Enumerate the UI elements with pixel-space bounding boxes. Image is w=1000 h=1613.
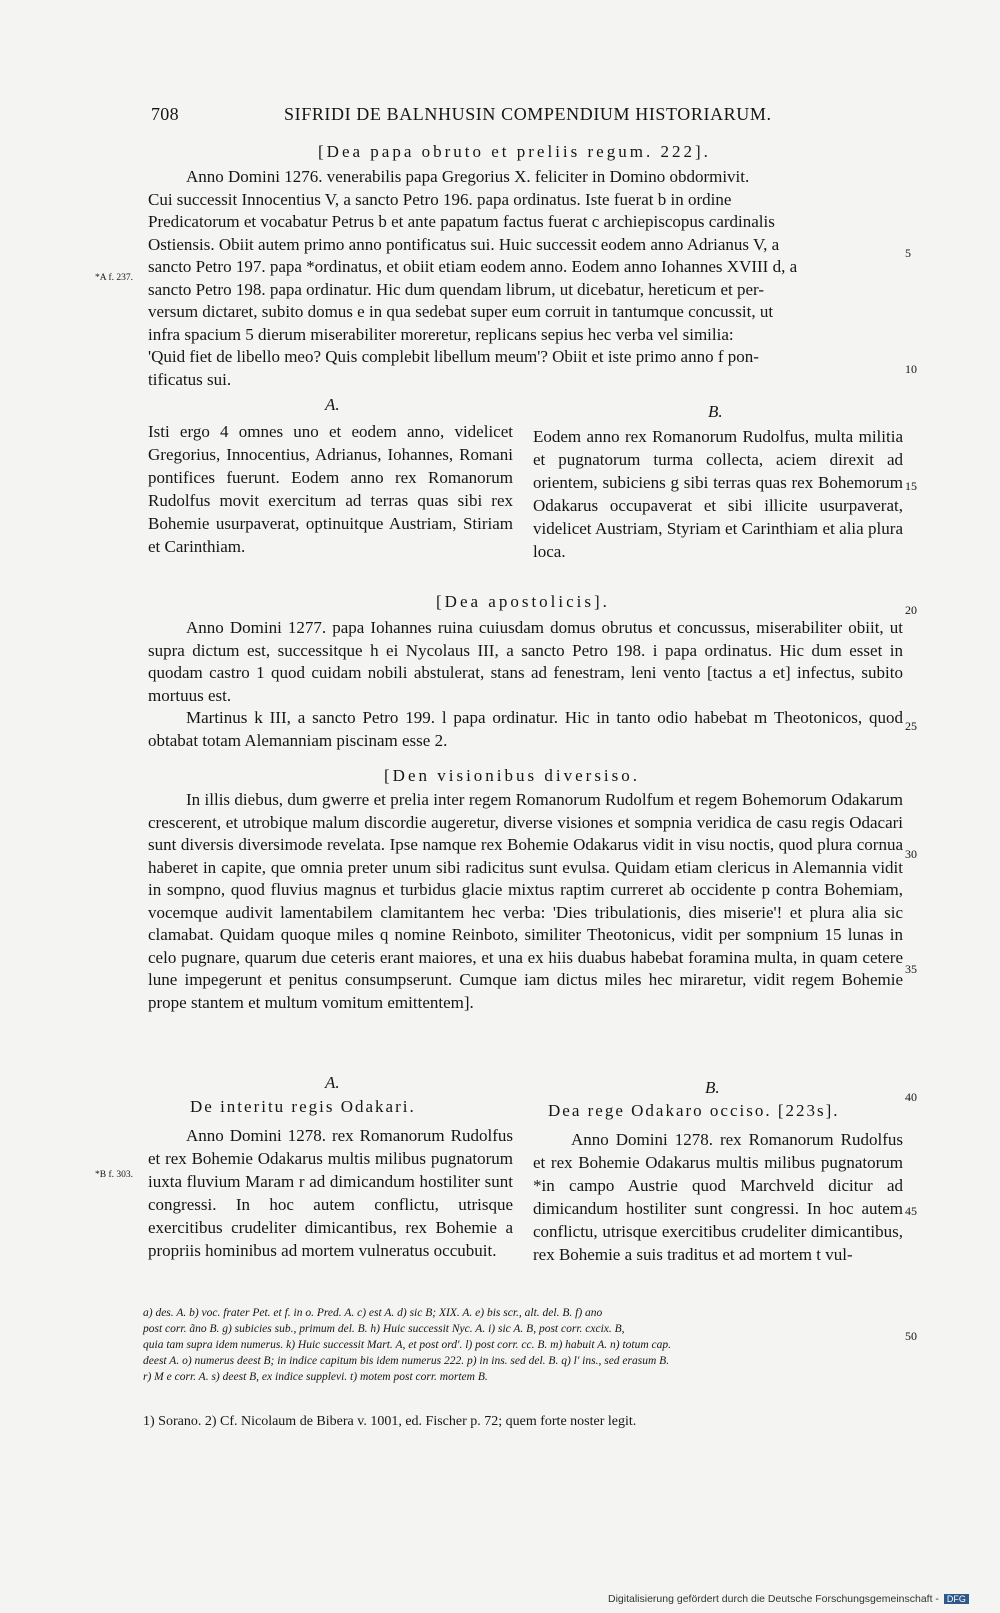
column-a-label: A. [325,395,340,414]
line-number: 30 [905,847,917,861]
margin-note: *A f. 237. [95,273,133,283]
text-line: sancto Petro 198. papa ordinatur. Hic dum quendam librum, ut dicebatur, hereticum et per- [148,279,764,299]
running-title: SIFRIDI DE BALNHUSIN COMPENDIUM HISTORIARUM. [284,104,772,124]
page-number: 708 [151,104,179,124]
line-number: 50 [905,1329,917,1343]
section-3-text [148,789,903,1014]
line-number: 25 [905,719,917,733]
text-line: sancto Petro 197. papa *ordinatus, et obiit etiam eodem anno. Eodem anno Iohannes XVIII d, a [148,257,798,276]
column-a2-heading: De interitu regis Odakari. [190,1097,416,1116]
apparatus-line: post corr. ãno B. g) subicies sub., primum del. B. h) Huic successit Nyc. A. i) sic A. B, post corr. cxcix. B, [143,1323,625,1335]
column-b-text: Eodem anno rex Romanorum Rudolfus, multa militia et pugnatorum turma collecta, aciem direxit ad orientem, subiciens g sibi terras quas rex Bohemorum Odakarus occupaverat et sibi illicite usurpaverat, videlicet Austriam, Styriam et Carinthiam et alia plura loca. [533,427,903,561]
section-heading-3: [Den visionibus diversiso. [384,766,641,785]
column-a2-text: Anno Domini 1278. rex Romanorum Rudolfus et rex Bohemie Odakarus multis milibus pugnatorum iuxta fluvium Maram r ad dimicandum hostiliter sunt congressi. In hoc autem conflictu, utrisque exercitibus crudeliter dimicantibus, rex Bohemie a propriis hominibus ad mortem vulneratus occubuit. [148,1126,513,1260]
paragraph: Martinus k III, a sancto Petro 199. l papa ordinatur. Hic in tanto odio habebat m Theotonicos, quod obtabat totam Alemanniam piscinam esse 2. [148,708,903,750]
line-number: 5 [905,246,911,260]
footnotes: 1) Sorano. 2) Cf. Nicolaum de Bibera v. 1001, ed. Fischer p. 72; quem forte noster legit. [143,1414,637,1429]
line-number: 40 [905,1090,917,1104]
text-line: Predicatorum et vocabatur Petrus b et ante papatum factus fuerat c archiepiscopus cardinalis [148,212,775,231]
apparatus-line: a) des. A. b) voc. frater Pet. et f. in o. Pred. A. c) est A. d) sic B; XIX. A. e) bis scr., alt. del. B. f) ano [143,1307,603,1319]
dfg-logo: DFG [944,1594,969,1604]
column-b-label: B. [708,402,723,421]
section-heading-2: [Dea apostolicis]. [436,592,610,611]
section-heading-1: [Dea papa obruto et preliis regum. 222]. [318,142,711,161]
apparatus-line: r) M e corr. A. s) deest B, ex indice supplevi. t) motem post corr. mortem B. [143,1371,488,1383]
text-line: Ostiensis. Obiit autem primo anno pontificatus sui. Huic successit eodem anno Adrianus V, a [148,234,780,254]
text-line: 'Quid fiet de libello meo? Quis complebit libellum meum'? Obiit et iste primo anno f pon- [148,347,759,366]
column-b2-label: B. [705,1078,720,1097]
apparatus-line: deest A. o) numerus deest B; in indice capitum bis idem numerus 222. p) in ins. sed del. B. q) l' ins., sed erasum B. [143,1355,670,1367]
column-a2-label: A. [325,1073,340,1092]
credit-text: Digitalisierung gefördert durch die Deutsche Forschungsgemeinschaft - [608,1593,939,1605]
column-b2-text: Anno Domini 1278. rex Romanorum Rudolfus et rex Bohemie Odakarus multis milibus pugnatorum *in campo Austrie quod Marchveld dicitur ad dimicandum hostiliter sunt congressi. In hoc autem conflictu, utrisque exercitibus crudeliter dimicantibus, rex Bohemie a suis traditus et ad mortem t vul- [533,1130,903,1264]
critical-apparatus [143,1305,903,1385]
section-1-text [148,166,903,391]
line-number: 35 [905,962,917,976]
text-line: Anno Domini 1276. venerabilis papa Gregorius X. feliciter in Domino obdormivit. [186,167,750,186]
line-number: 15 [905,479,917,493]
margin-note: *B f. 303. [95,1170,133,1180]
column-a-text: Isti ergo 4 omnes uno et eodem anno, videlicet Gregorius, Innocentius, Adrianus, Iohannes, Romani pontifices fuerunt. Eodem anno rex Romanorum Rudolfus movit exercitum ad terras quas sibi rex Bohemie usurpaverat, optinuitque Austriam, Stiriam et Carinthiam. [148,422,513,556]
section-2-text [148,617,903,752]
line-number: 10 [905,362,917,376]
paragraph: Anno Domini 1277. papa Iohannes ruina cuiusdam domus obrutus et concussus, miserabiliter obiit, ut supra dictum est, successitque h ei Nycolaus III, a sancto Petro 198. i papa ordinatus. Hic dum esset in quodam castro 1 quod cuidam nobili abstulerat, stans ad fenestram, leni vento [tactus a et] infectus, subito mortuus est. [148,618,903,705]
text-line: versum dictaret, subito domus e in qua sedebat super eum corruit in tantumque concussit, ut [148,302,774,321]
line-number: 45 [905,1204,917,1218]
digitization-credit [608,1593,969,1605]
text-line: Cui successit Innocentius V, a sancto Petro 196. papa ordinatus. Iste fuerat b in ordine [148,189,732,209]
column-b2-heading: Dea rege Odakaro occiso. [223s]. [548,1101,840,1120]
text-line: tificatus sui. [148,369,232,389]
apparatus-line: quia tam supra idem numerus. k) Huic successit Mart. A, et post ord'. l) post corr. cc. B. m) habuit A. n) totum cap. [143,1339,672,1351]
line-number: 20 [905,603,917,617]
paragraph: In illis diebus, dum gwerre et prelia inter regem Romanorum Rudolfum et regem Bohemorum Odakarum crescerent, et utrobique malum discordie augeretur, diverse visiones et sompnia veridica de casu regis Odacari sunt diversis diversimode revelata. Ipse namque rex Bohemie Odakarus vidit in visu noctis, quod plura cornua haberet in capite, que omnia preter unum sibi radicitus sunt evulsa. Quidam etiam clericus in Alemannia vidit in sompno, quod fluvius magnus et turbidus glacie mixtus raptim curreret ab occidente p contra Bohemiam, vocemque audivit lamentabilem clamitantem hec verba: 'Dies tribulationis, dies miserie'! et plura alia sic clamabat. Quidam quoque miles q nomine Reinboto, similiter Theotonicus, vidit per sompnium 15 lunas in celo pugnare, quarum due ceteris erant maiores, et una ex hiis duabus habebat foramina multa, in quam cetere lune impegerunt et penitus consumpserunt. Cumque iam dictus miles hec miraretur, vidit regem Bohemie prope stantem et multum vomitum emittentem]. [148,790,903,1012]
text-line: infra spacium 5 dierum miserabiliter moreretur, replicans sepius hec verba vel similia: [148,324,734,344]
